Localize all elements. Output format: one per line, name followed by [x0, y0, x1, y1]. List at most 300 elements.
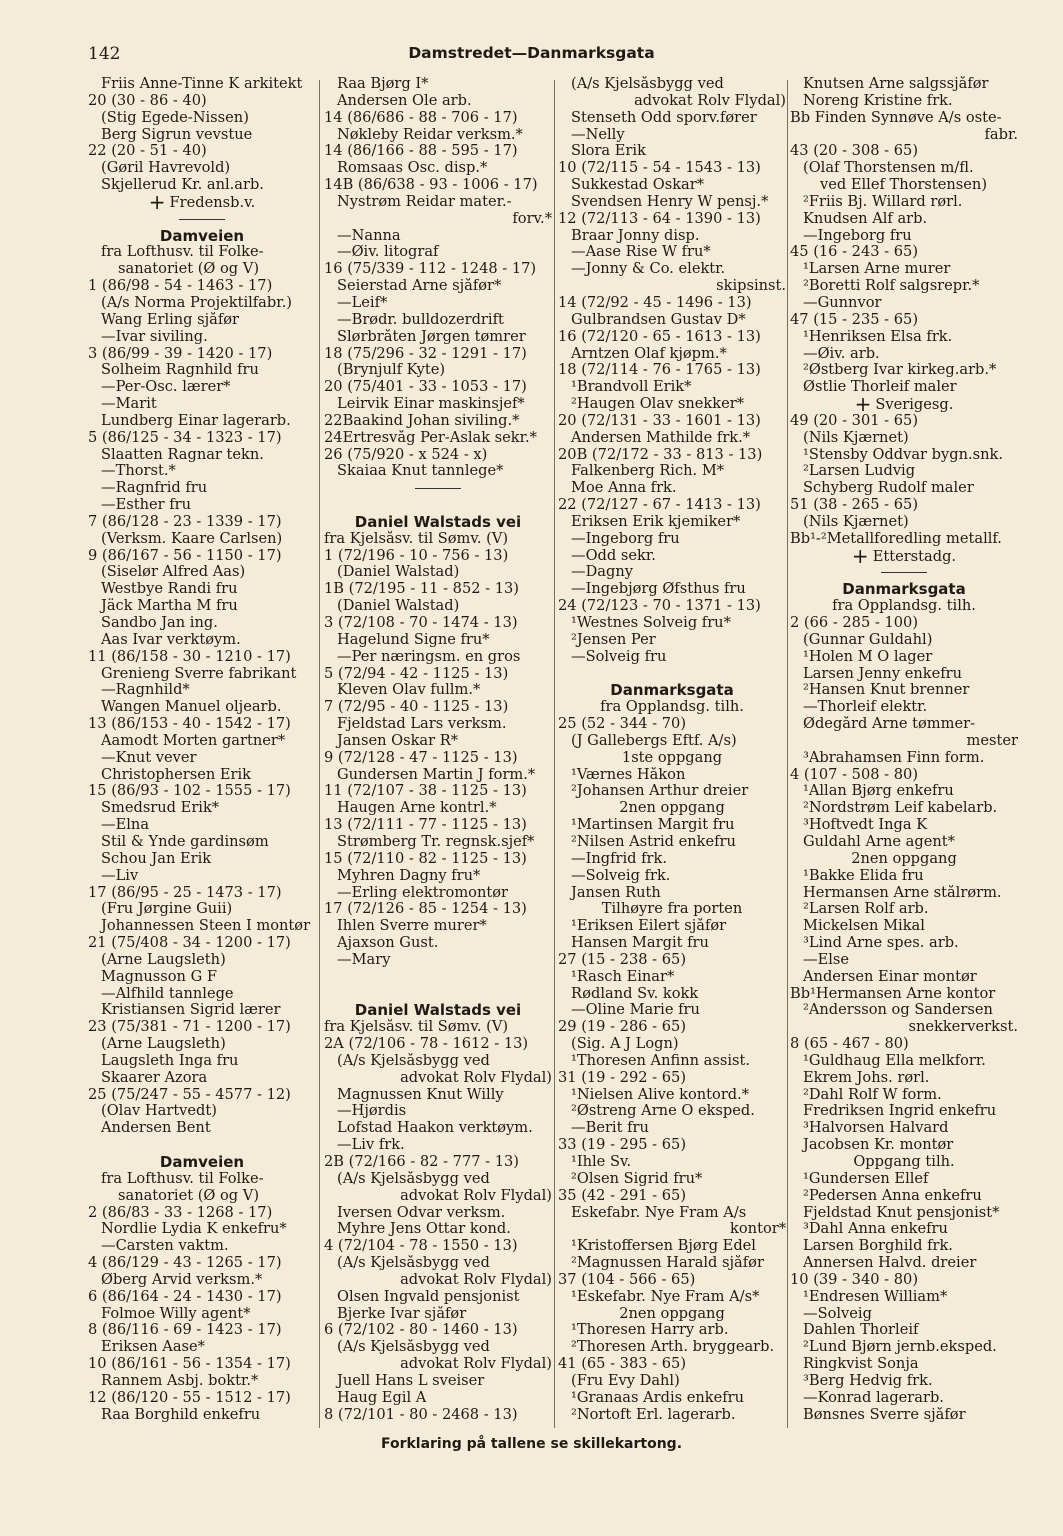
- resident-line: Friis Anne-Tinne K arkitekt: [101, 76, 303, 92]
- resident-line: —Thorst.*: [101, 463, 176, 480]
- resident-line: Knudsen Alf arb.: [803, 210, 928, 227]
- resident-line: —Solveig fru: [571, 648, 667, 665]
- resident-line: Kristiansen Sigrid lærer: [101, 1002, 281, 1019]
- address-line: 8 (65 - 467 - 80): [790, 1036, 909, 1053]
- resident-line: Larsen Borghild frk.: [803, 1238, 953, 1255]
- resident-line: sanatoriet (Ø og V): [118, 1187, 260, 1204]
- resident-line: ²Jensen Per: [571, 631, 656, 648]
- section-divider: [324, 480, 552, 497]
- resident-line: Noreng Kristine frk.: [803, 92, 953, 109]
- resident-line: —Ingfrid frk.: [571, 850, 667, 867]
- cross-street-label: Sverigesg.: [875, 396, 954, 413]
- address-line: 29 (19 - 286 - 65): [558, 1019, 687, 1036]
- resident-line: Folmoe Willy agent*: [101, 1305, 251, 1322]
- address-line: 26 (75/920 - x 524 - x): [324, 446, 488, 463]
- resident-line: (Gunnar Guldahl): [803, 631, 933, 648]
- address-line: 8 (86/116 - 69 - 1423 - 17): [88, 1322, 282, 1339]
- address-line: 2A (72/106 - 78 - 1612 - 13): [324, 1036, 529, 1053]
- resident-line: sanatoriet (Ø og V): [118, 261, 260, 278]
- address-line: 43 (20 - 308 - 65): [790, 143, 919, 160]
- resident-line: —Esther fru: [101, 497, 192, 514]
- resident-line: Hermansen Arne stålrørm.: [803, 884, 1002, 901]
- resident-line: Ødegård Arne tømmer-: [803, 716, 976, 733]
- resident-line: 1ste oppgang: [621, 749, 723, 766]
- resident-line: —Leif*: [337, 294, 388, 311]
- resident-line: —Oline Marie fru: [571, 1002, 700, 1019]
- resident-line: Haug Egil A: [337, 1389, 427, 1406]
- resident-line: —Nelly: [571, 126, 625, 143]
- cross-street-label: Fredensb.v.: [169, 193, 256, 211]
- street-heading: Daniel Walstads vei: [354, 1002, 522, 1020]
- resident-line: ²Magnussen Harald sjåfør: [571, 1255, 764, 1272]
- street-heading: Damveien: [159, 227, 245, 245]
- spacer: [324, 969, 552, 986]
- resident-line: Sukkestad Oskar*: [571, 177, 705, 194]
- resident-line: —Solveig: [803, 1305, 872, 1322]
- address-line: 3 (86/99 - 39 - 1420 - 17): [88, 345, 273, 362]
- resident-line: Laugsleth Inga fru: [101, 1052, 239, 1069]
- address-line: 10 (39 - 340 - 80): [790, 1271, 919, 1288]
- resident-line: ²Nilsen Astrid enkefru: [571, 833, 736, 850]
- address-line: 11 (86/158 - 30 - 1210 - 17): [88, 648, 291, 665]
- resident-line: —Nanna: [337, 227, 401, 244]
- address-line: fra Kjelsåsv. til Sømv. (V): [324, 530, 509, 547]
- resident-line: Grenieng Sverre fabrikant: [101, 665, 297, 682]
- address-line: 21 (75/408 - 34 - 1200 - 17): [88, 935, 291, 952]
- address-line: 9 (72/128 - 47 - 1125 - 13): [324, 749, 518, 766]
- resident-line: ¹Nielsen Alive kontord.*: [571, 1086, 750, 1103]
- address-line: 15 (86/93 - 102 - 1555 - 17): [88, 783, 291, 800]
- resident-line: ¹Rasch Einar*: [571, 968, 675, 985]
- resident-line: Tilhøyre fra porten: [601, 901, 743, 918]
- resident-line: —Ragnhild*: [101, 682, 190, 699]
- address-line: 51 (38 - 265 - 65): [790, 497, 919, 514]
- resident-line: ¹Thoresen Anfinn assist.: [571, 1052, 750, 1069]
- resident-line: ²Haugen Olav snekker*: [571, 396, 745, 413]
- resident-line: 2nen oppgang: [619, 1305, 725, 1322]
- resident-line: Magnusson G F: [101, 968, 218, 985]
- address-line: 33 (19 - 295 - 65): [558, 1137, 687, 1154]
- resident-line: —Ragnfrid fru: [101, 480, 208, 497]
- resident-line: ¹Kristoffersen Bjørg Edel: [571, 1238, 756, 1255]
- resident-line: —Marit: [101, 396, 157, 413]
- resident-line: ²Thoresen Arth. bryggearb.: [571, 1339, 775, 1356]
- column-2: [324, 76, 552, 1424]
- address-line: 14 (72/92 - 45 - 1496 - 13): [558, 294, 752, 311]
- resident-line: ²Andersson og Sandersen: [803, 1002, 993, 1019]
- resident-line: Romsaas Osc. disp.*: [337, 160, 488, 177]
- resident-line: Leirvik Einar maskinsjef*: [337, 396, 525, 413]
- resident-line: Nordlie Lydia K enkefru*: [101, 1221, 287, 1238]
- resident-line: (A/s Kjelsåsbygg ved: [337, 1255, 490, 1272]
- resident-line: Larsen Jenny enkefru: [803, 665, 962, 682]
- address-line: Bb¹-²Metallforedling metallf.: [790, 530, 1002, 547]
- resident-line: Fjeldstad Lars verksm.: [337, 716, 507, 733]
- resident-line: ¹Eskefabr. Nye Fram A/s*: [571, 1288, 760, 1305]
- resident-line: —Øiv. arb.: [803, 345, 880, 362]
- address-line: 20 (72/131 - 33 - 1601 - 13): [558, 412, 761, 429]
- resident-line: Guldahl Arne agent*: [803, 833, 955, 850]
- address-line: Bb Finden Synnøve A/s oste-: [790, 109, 1002, 126]
- resident-line: advokat Rolv Flydal): [634, 92, 786, 109]
- resident-line: ²Østreng Arne O eksped.: [571, 1103, 755, 1120]
- address-line: 16 (75/339 - 112 - 1248 - 17): [324, 261, 537, 278]
- resident-line: 2nen oppgang: [851, 850, 957, 867]
- cross-icon: +: [854, 396, 872, 413]
- resident-line: Bjerke Ivar sjåfør: [337, 1305, 467, 1322]
- resident-line: fra Lofthusv. til Folke-: [101, 1170, 264, 1187]
- footer-note: Forklaring på tallene se skillekartong.: [380, 1436, 683, 1452]
- running-header: Damstredet—Danmarksgata: [408, 44, 655, 62]
- resident-line: Ekrem Johs. rørl.: [803, 1069, 930, 1086]
- address-line: fra Kjelsåsv. til Sømv. (V): [324, 1019, 509, 1036]
- cross-street-marker: [790, 548, 1018, 565]
- address-line: 8 (72/101 - 80 - 2468 - 13): [324, 1406, 518, 1423]
- resident-line: advokat Rolv Flydal): [400, 1271, 552, 1288]
- resident-line: advokat Rolv Flydal): [400, 1187, 552, 1204]
- resident-line: Lundberg Einar lagerarb.: [101, 412, 291, 429]
- address-line: 24Ertresvåg Per-Aslak sekr.*: [324, 429, 537, 446]
- resident-line: (Daniel Walstad): [337, 564, 460, 581]
- address-line: 16 (72/120 - 65 - 1613 - 13): [558, 328, 761, 345]
- resident-line: Skaarer Azora: [101, 1069, 208, 1086]
- column-4: [790, 76, 1018, 1424]
- column-3: [558, 76, 786, 1424]
- resident-line: Seierstad Arne sjåfør*: [337, 278, 502, 295]
- address-line: 47 (15 - 235 - 65): [790, 311, 919, 328]
- resident-line: Juell Hans L sveiser: [337, 1372, 485, 1389]
- column-divider: [554, 80, 555, 1428]
- resident-line: ²Hansen Knut brenner: [803, 682, 970, 699]
- section-divider: [790, 564, 1018, 581]
- resident-line: ²Larsen Ludvig: [803, 463, 916, 480]
- street-heading: Damveien: [159, 1154, 245, 1171]
- resident-line: ³Halvorsen Halvard: [803, 1120, 949, 1137]
- address-line: 7 (72/95 - 40 - 1125 - 13): [324, 699, 509, 716]
- address-line: 5 (86/125 - 34 - 1323 - 17): [88, 429, 282, 446]
- address-line: 5 (72/94 - 42 - 1125 - 13): [324, 665, 509, 682]
- resident-line: kontor*: [730, 1221, 786, 1238]
- resident-line: (Siselør Alfred Aas): [101, 564, 246, 581]
- resident-line: Moe Anna frk.: [571, 480, 677, 497]
- resident-line: Raa Borghild enkefru: [101, 1406, 261, 1423]
- resident-line: Hagelund Signe fru*: [337, 631, 490, 648]
- resident-line: Strømberg Tr. regnsk.sjef*: [337, 833, 535, 850]
- resident-line: Arntzen Olaf kjøpm.*: [571, 345, 727, 362]
- resident-line: Berg Sigrun vevstue: [101, 126, 253, 143]
- resident-line: —Else: [803, 951, 850, 968]
- address-line: 2B (72/166 - 82 - 777 - 13): [324, 1154, 519, 1170]
- resident-line: —Gunnvor: [803, 294, 882, 311]
- address-line: 45 (16 - 243 - 65): [790, 244, 919, 261]
- resident-line: Skjellerud Kr. anl.arb.: [101, 177, 264, 194]
- resident-line: —Jonny & Co. elektr.: [571, 261, 726, 278]
- resident-line: Mickelsen Mikal: [803, 918, 925, 935]
- resident-line: ¹Granaas Ardis enkefru: [571, 1389, 745, 1406]
- resident-line: ¹Bakke Elida fru: [803, 867, 924, 884]
- address-line: 3 (72/108 - 70 - 1474 - 13): [324, 615, 518, 631]
- address-line: 20B (72/172 - 33 - 813 - 13): [558, 446, 763, 463]
- cross-icon: +: [851, 547, 869, 565]
- address-line: 13 (86/153 - 40 - 1542 - 17): [88, 716, 291, 733]
- address-line: 4 (107 - 508 - 80): [790, 766, 919, 783]
- resident-line: Andersen Bent: [101, 1120, 211, 1137]
- address-line: 12 (86/120 - 55 - 1512 - 17): [88, 1389, 291, 1406]
- resident-line: —Hjørdis: [337, 1103, 407, 1120]
- resident-line: Johannessen Steen I montør: [101, 918, 311, 935]
- address-line: 1 (86/98 - 54 - 1463 - 17): [88, 278, 273, 295]
- address-line: 10 (86/161 - 56 - 1354 - 17): [88, 1356, 291, 1373]
- page-number: 142: [88, 44, 121, 64]
- resident-line: ²Pedersen Anna enkefru: [803, 1187, 982, 1204]
- resident-line: advokat Rolv Flydal): [400, 1356, 552, 1373]
- resident-line: (Nils Kjærnet): [803, 429, 909, 446]
- resident-line: fabr.: [984, 126, 1018, 143]
- address-line: 1 (72/196 - 10 - 756 - 13): [324, 547, 509, 564]
- resident-line: ¹Martinsen Margit fru: [571, 817, 735, 834]
- resident-line: ¹Brandvoll Erik*: [571, 379, 692, 396]
- resident-line: —Aase Rise W fru*: [571, 244, 711, 261]
- address-line: 6 (86/164 - 24 - 1430 - 17): [88, 1288, 282, 1305]
- address-line: 41 (65 - 383 - 65): [558, 1356, 687, 1373]
- resident-line: ²Boretti Rolf salgsrepr.*: [803, 278, 980, 295]
- resident-line: Ajaxson Gust.: [337, 935, 439, 952]
- resident-line: ¹Larsen Arne murer: [803, 261, 951, 278]
- resident-line: Haugen Arne kontrl.*: [337, 800, 497, 817]
- resident-line: (Olaf Thorstensen m/fl.: [803, 160, 974, 177]
- resident-line: skipsinst.: [716, 278, 786, 295]
- resident-line: ²Nordstrøm Leif kabelarb.: [803, 800, 998, 817]
- resident-line: —Ingebjørg Øfsthus fru: [571, 581, 746, 598]
- resident-line: Kleven Olav fullm.*: [337, 682, 481, 699]
- resident-line: —Berit fru: [571, 1120, 649, 1137]
- resident-line: ²Østberg Ivar kirkeg.arb.*: [803, 362, 997, 379]
- resident-line: Braar Jonny disp.: [571, 227, 700, 244]
- resident-line: —Thorleif elektr.: [803, 699, 928, 716]
- resident-line: (Stig Egede-Nissen): [101, 109, 249, 126]
- resident-line: ¹Eriksen Eilert sjåfør: [571, 918, 727, 935]
- column-divider: [787, 80, 788, 1428]
- resident-line: —Ivar siviling.: [101, 328, 208, 345]
- resident-line: Myhren Dagny fru*: [337, 867, 481, 884]
- resident-line: Eskefabr. Nye Fram A/s: [571, 1204, 747, 1221]
- resident-line: fra Lofthusv. til Folke-: [101, 244, 264, 261]
- resident-line: fra Opplandsg. tilh.: [600, 699, 744, 716]
- resident-line: ³Dahl Anna enkefru: [803, 1221, 948, 1238]
- resident-line: —Carsten vaktm.: [101, 1238, 229, 1255]
- address-line: 13 (72/111 - 77 - 1125 - 13): [324, 817, 527, 834]
- resident-line: Ihlen Sverre murer*: [337, 918, 487, 935]
- resident-line: Skaiaa Knut tannlege*: [337, 463, 504, 480]
- cross-street-marker: [88, 194, 316, 211]
- address-line: 11 (72/107 - 38 - 1125 - 13): [324, 783, 527, 800]
- resident-line: ³Berg Hedvig frk.: [803, 1372, 933, 1389]
- resident-line: (A/s Norma Projektilfabr.): [101, 294, 292, 311]
- address-line: 17 (72/126 - 85 - 1254 - 13): [324, 901, 527, 918]
- resident-line: —Dagny: [571, 564, 633, 581]
- resident-line: (A/s Kjelsåsbygg ved: [571, 76, 724, 92]
- address-line: 14 (86/686 - 88 - 706 - 17): [324, 109, 518, 126]
- resident-line: —Per-Osc. lærer*: [101, 379, 231, 396]
- resident-line: (Nils Kjærnet): [803, 513, 909, 530]
- resident-line: Wangen Manuel oljearb.: [101, 699, 282, 716]
- resident-line: —Elna: [101, 817, 150, 834]
- address-line: 25 (75/247 - 55 - 4577 - 12): [88, 1086, 291, 1103]
- resident-line: ¹Endresen William*: [803, 1288, 948, 1305]
- resident-line: Jäck Martha M fru: [101, 598, 238, 615]
- resident-line: Solheim Ragnhild fru: [101, 362, 259, 379]
- resident-line: Raa Bjørg I*: [337, 76, 429, 92]
- address-line: 18 (75/296 - 32 - 1291 - 17): [324, 345, 527, 362]
- resident-line: (Sig. A J Logn): [571, 1036, 679, 1053]
- resident-line: —Ingeborg fru: [803, 227, 912, 244]
- resident-line: mester: [966, 732, 1018, 749]
- resident-line: ²Lund Bjørn jernb.eksped.: [803, 1339, 997, 1356]
- address-line: 14B (86/638 - 93 - 1006 - 17): [324, 177, 538, 194]
- resident-line: ²Johansen Arthur dreier: [571, 783, 749, 800]
- resident-line: Wang Erling sjåfør: [101, 311, 240, 328]
- resident-line: ³Lind Arne spes. arb.: [803, 935, 959, 952]
- resident-line: (Fru Evy Dahl): [571, 1372, 680, 1389]
- address-line: 4 (86/129 - 43 - 1265 - 17): [88, 1255, 282, 1272]
- address-line: 22Baakind Johan siviling.*: [324, 412, 520, 429]
- resident-line: Iversen Odvar verksm.: [337, 1204, 506, 1221]
- resident-line: Øberg Arvid verksm.*: [101, 1271, 263, 1288]
- address-line: 9 (86/167 - 56 - 1150 - 17): [88, 547, 282, 564]
- resident-line: Magnussen Knut Willy: [337, 1086, 504, 1103]
- address-line: 27 (15 - 238 - 65): [558, 951, 687, 968]
- address-line: 22 (72/127 - 67 - 1413 - 13): [558, 497, 761, 514]
- address-line: 20 (30 - 86 - 40): [88, 92, 207, 109]
- address-line: 2 (86/83 - 33 - 1268 - 17): [88, 1204, 273, 1221]
- resident-line: (Arne Laugsleth): [101, 1036, 226, 1053]
- address-line: 17 (86/95 - 25 - 1473 - 17): [88, 884, 282, 901]
- resident-line: advokat Rolv Flydal): [400, 1069, 552, 1086]
- resident-line: —Mary: [337, 951, 391, 968]
- resident-line: (Fru Jørgine Guii): [101, 901, 233, 918]
- section-divider: [88, 211, 316, 228]
- address-line: 24 (72/123 - 70 - 1371 - 13): [558, 598, 761, 615]
- resident-line: —Solveig frk.: [571, 867, 671, 884]
- address-line: 35 (42 - 291 - 65): [558, 1187, 687, 1204]
- resident-line: (A/s Kjelsåsbygg ved: [337, 1052, 490, 1069]
- resident-line: ¹Guldhaug Ella melkforr.: [803, 1052, 986, 1069]
- address-line: 14 (86/166 - 88 - 595 - 17): [324, 143, 518, 160]
- cross-street-marker: [790, 396, 1018, 413]
- resident-line: Annersen Halvd. dreier: [803, 1255, 977, 1272]
- resident-line: Myhre Jens Ottar kond.: [337, 1221, 511, 1238]
- resident-line: Rannem Asbj. boktr.*: [101, 1372, 259, 1389]
- address-line: 7 (86/128 - 23 - 1339 - 17): [88, 513, 282, 530]
- resident-line: —Liv: [101, 867, 139, 884]
- resident-line: Rødland Sv. kokk: [571, 985, 699, 1002]
- resident-line: 2nen oppgang: [619, 800, 725, 817]
- resident-line: Sandbo Jan ing.: [101, 615, 218, 631]
- street-heading: Danmarksgata: [610, 682, 734, 700]
- spacer: [324, 986, 552, 1003]
- address-line: 22 (20 - 51 - 40): [88, 143, 207, 160]
- resident-line: ¹Gundersen Ellef: [803, 1170, 929, 1187]
- spacer: [88, 1137, 316, 1154]
- resident-line: ²Friis Bj. Willard rørl.: [803, 193, 963, 210]
- resident-line: Andersen Ole arb.: [337, 92, 472, 109]
- resident-line: ¹Henriksen Elsa frk.: [803, 328, 953, 345]
- resident-line: Jansen Oskar R*: [337, 732, 459, 749]
- resident-line: Østlie Thorleif maler: [803, 379, 957, 396]
- address-line: 25 (52 - 344 - 70): [558, 716, 687, 733]
- address-line: 20 (75/401 - 33 - 1053 - 17): [324, 379, 527, 396]
- address-line: 18 (72/114 - 76 - 1765 - 13): [558, 362, 761, 379]
- resident-line: —Brødr. bulldozerdrift: [337, 311, 504, 328]
- resident-line: ¹Værnes Håkon: [571, 766, 686, 783]
- resident-line: ²Nortoft Erl. lagerarb.: [571, 1406, 736, 1423]
- resident-line: Slora Erik: [571, 143, 646, 160]
- resident-line: (A/s Kjelsåsbygg ved: [337, 1170, 490, 1187]
- resident-line: Knutsen Arne salgssjåfør: [803, 76, 989, 92]
- resident-line: Slørbråten Jørgen tømrer: [337, 328, 526, 345]
- resident-line: —Ingeborg fru: [571, 530, 680, 547]
- resident-line: (Gøril Havrevold): [101, 160, 231, 177]
- resident-line: Oppgang tilh.: [853, 1154, 955, 1170]
- resident-line: Bønsnes Sverre sjåfør: [803, 1406, 966, 1423]
- resident-line: Andersen Einar montør: [803, 968, 977, 985]
- resident-line: Dahlen Thorleif: [803, 1322, 919, 1339]
- address-line: 31 (19 - 292 - 65): [558, 1069, 687, 1086]
- resident-line: Jacobsen Kr. montør: [803, 1137, 954, 1154]
- resident-line: ²Dahl Rolf W form.: [803, 1086, 942, 1103]
- resident-line: Hansen Margit fru: [571, 935, 709, 952]
- resident-line: ²Larsen Rolf arb.: [803, 901, 929, 918]
- resident-line: ¹Allan Bjørg enkefru: [803, 783, 954, 800]
- resident-line: (Verksm. Kaare Carlsen): [101, 530, 283, 547]
- resident-line: ³Hoftvedt Inga K: [803, 817, 928, 834]
- resident-line: Schou Jan Erik: [101, 850, 212, 867]
- resident-line: —Knut vever: [101, 749, 197, 766]
- resident-line: (Brynjulf Kyte): [337, 362, 446, 379]
- street-heading: Daniel Walstads vei: [354, 513, 522, 531]
- resident-line: (A/s Kjelsåsbygg ved: [337, 1339, 490, 1356]
- resident-line: Eriksen Aase*: [101, 1339, 205, 1356]
- resident-line: ¹Stensby Oddvar bygn.snk.: [803, 446, 1004, 463]
- resident-line: Falkenberg Rich. M*: [571, 463, 725, 480]
- resident-line: Aas Ivar verktøym.: [101, 631, 241, 648]
- resident-line: Olsen Ingvald pensjonist: [337, 1288, 520, 1305]
- spacer: [324, 497, 552, 514]
- resident-line: Svendsen Henry W pensj.*: [571, 193, 769, 210]
- resident-line: Westbye Randi fru: [101, 581, 238, 598]
- resident-line: Slaatten Ragnar tekn.: [101, 446, 264, 463]
- cross-street-label: Etterstadg.: [872, 547, 957, 565]
- resident-line: (Daniel Walstad): [337, 598, 460, 615]
- resident-line: (J Gallebergs Eftf. A/s): [571, 732, 737, 749]
- resident-line: (Arne Laugsleth): [101, 951, 226, 968]
- resident-line: Nøkleby Reidar verksm.*: [337, 126, 523, 143]
- address-line: 15 (72/110 - 82 - 1125 - 13): [324, 850, 527, 867]
- resident-line: —Per næringsm. en gros: [337, 648, 521, 665]
- spacer: [558, 666, 786, 683]
- resident-line: Nystrøm Reidar mater.-: [337, 193, 512, 210]
- column-1: [88, 76, 316, 1424]
- resident-line: —Alfhild tannlege: [101, 985, 234, 1002]
- resident-line: ²Olsen Sigrid fru*: [571, 1170, 703, 1187]
- resident-line: ved Ellef Thorstensen): [820, 177, 988, 194]
- resident-line: Fjeldstad Knut pensjonist*: [803, 1204, 1000, 1221]
- address-line: 1B (72/195 - 11 - 852 - 13): [324, 581, 519, 598]
- resident-line: fra Opplandsg. tilh.: [832, 598, 976, 615]
- resident-line: Eriksen Erik kjemiker*: [571, 513, 741, 530]
- resident-line: ³Abrahamsen Finn form.: [803, 749, 985, 766]
- resident-line: —Øiv. litograf: [337, 244, 439, 261]
